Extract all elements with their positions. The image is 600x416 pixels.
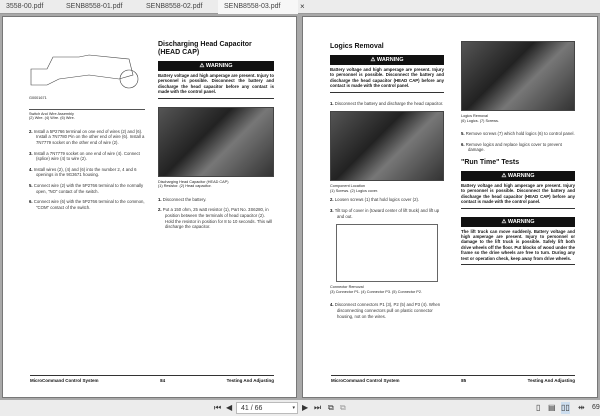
component-location-photo [330, 111, 444, 181]
diagram-caption: Connector Removal (3) Connector P1. (4) Connector P3. (5) Connector P2. [330, 285, 423, 294]
connector-diagram [336, 224, 438, 282]
two-page-view-icon[interactable]: ▯▯ [561, 403, 570, 412]
warning-text: Battery voltage and high amperage are present. Injury to personnel is possible. Disconnect the battery and discharge the head capacitor before any contact is made with the control panel. [158, 73, 274, 99]
step-5: 5. Remove screws (7) which hold logics (6) to control panel. [461, 131, 575, 137]
photo-caption: Component Location (1) Screws. (2) Logics cover. [330, 184, 379, 193]
warning-text: Battery voltage and high amperage are present. Injury to personnel is possible. Disconnect the battery and discharge the head capacitor (HEAD CAP) before any contact is made with the control panel. [330, 67, 444, 93]
copy-icon[interactable]: ⧉ [328, 403, 334, 412]
step-5: 5. Connect wire (2) with the 5P2766 terminal to the normally open, "NO" contact of the switch. [29, 182, 144, 194]
logics-removal-photo [461, 41, 575, 111]
step-2: 2. Put a 150 ohm, 25 watt resistor (1), Part No. 3S6280, in position between the terminals of head capacitor (2). Hold the resistor in position for 8 to 10 seconds. This will discharge the capacitor. [158, 207, 273, 230]
single-page-view-icon[interactable]: ▯ [536, 403, 541, 412]
chevron-down-icon[interactable]: ▾ [292, 405, 295, 411]
warning-banner: ⚠ WARNING [461, 171, 575, 181]
switch-wire-diagram [29, 35, 145, 93]
step-2: 2. Loosen screws (1) that hold logics cover (2). [330, 197, 420, 203]
warning-text: The lift truck can move suddenly. Battery voltage and high amperage are present. Injury to personnel or damage to the lift truck is possible. Safely lift both drive wheels off the floor. Put blocks of wood under the frame so the drive wheels are free to turn. During any test or operation check, keep away from drive wheels. [461, 229, 575, 265]
tab-senb8558-02[interactable]: SENB8558-02.pdf [146, 3, 203, 10]
page-footer: MicroCommand Control System 85 Testing And Adjusting [331, 375, 575, 383]
fit-width-icon[interactable]: ⇹ [578, 403, 585, 412]
next-page-icon[interactable]: ▶ [302, 403, 309, 412]
warning-banner: ⚠ WARNING [158, 61, 274, 71]
section-heading: "Run Time" Tests [461, 158, 520, 166]
previous-page-icon[interactable]: ◀ [226, 403, 233, 412]
last-page-icon[interactable]: ⏭ [314, 403, 322, 412]
paste-icon[interactable]: ⧉ [340, 403, 346, 412]
continuous-view-icon[interactable]: ▤ [548, 403, 556, 412]
warning-text: Battery voltage and high amperage are present. Injury to personnel is possible. Disconnect the battery and discharge the head capacitor (HEAD CAP) before any contact is made with the control panel. [461, 183, 575, 209]
warning-banner: ⚠ WARNING [330, 55, 444, 65]
step-4: 4. Disconnect connectors P1 (3), P2 (5) and P3 (4). When disconnecting connectors pull on plastic connector housing, not on the wires. [330, 302, 441, 319]
step-1: 1. Disconnect the battery. [158, 196, 207, 202]
warning-banner: ⚠ WARNING [461, 217, 575, 227]
step-3: 3. Install a 7N7779 socket on one end of wire (4). Connect (splice) wire (4) to wire (2). [29, 150, 140, 162]
figure-caption: Switch And Wire Assembly (2) Wire. (4) Wire. (6) Wire. [29, 109, 145, 121]
pdf-page-84 [2, 16, 297, 398]
step-3: 3. Tilt top of cover in (toward center of lift truck) and lift up and out. [330, 208, 440, 219]
step-2: 2. Install a 5P2766 terminal on one end of wires (2) and (6). Install a 7N7780 Pin on the other end of wire (6). Install a 7N7779 socket on the other end of wire (2). [29, 128, 145, 145]
step-4: 4. Install wires (2), (4) and (6) into the number 2, 4 and 6 openings in the 9G3671 housing. [29, 166, 137, 178]
step-6: 6. Connect wire (6) with the 5P2766 terminal to the common, "COM" contact of the switch. [29, 199, 145, 210]
page-footer: MicroCommand Control System 84 Testing And Adjusting [30, 375, 274, 383]
first-page-icon[interactable]: ⏮ [214, 403, 222, 412]
photo-caption: Logics Removal (6) Logics. (7) Screws. [461, 114, 499, 123]
zoom-level[interactable]: 69 [592, 404, 600, 411]
section-heading: Logics Removal [330, 43, 384, 50]
head-capacitor-photo [158, 107, 274, 177]
step-6: 6. Remove logics and replace logics cover to prevent damage. [461, 141, 562, 153]
pdf-page-85 [302, 16, 598, 398]
tab-senb8558-03[interactable]: SENB8558-03.pdf [218, 0, 298, 14]
figure-id: G0001671 [29, 96, 47, 100]
step-1: 1. Disconnect the battery and discharge the head capacitor. [330, 100, 444, 106]
close-tab-icon[interactable]: × [300, 2, 305, 11]
photo-caption: Discharging Head Capacitor (HEAD CAP) (1) Resistor. (2) Head capacitor. [158, 179, 229, 189]
bottom-toolbar [0, 400, 600, 416]
section-heading: Discharging Head Capacitor (HEAD CAP) [158, 41, 252, 56]
page-number-input[interactable]: 41 / 66 ▾ [236, 402, 298, 414]
tab-senb8558-01[interactable]: SENB8558-01.pdf [66, 3, 123, 10]
tab-bar [0, 0, 600, 14]
tab-3558-00[interactable]: 3558-00.pdf [6, 3, 44, 10]
